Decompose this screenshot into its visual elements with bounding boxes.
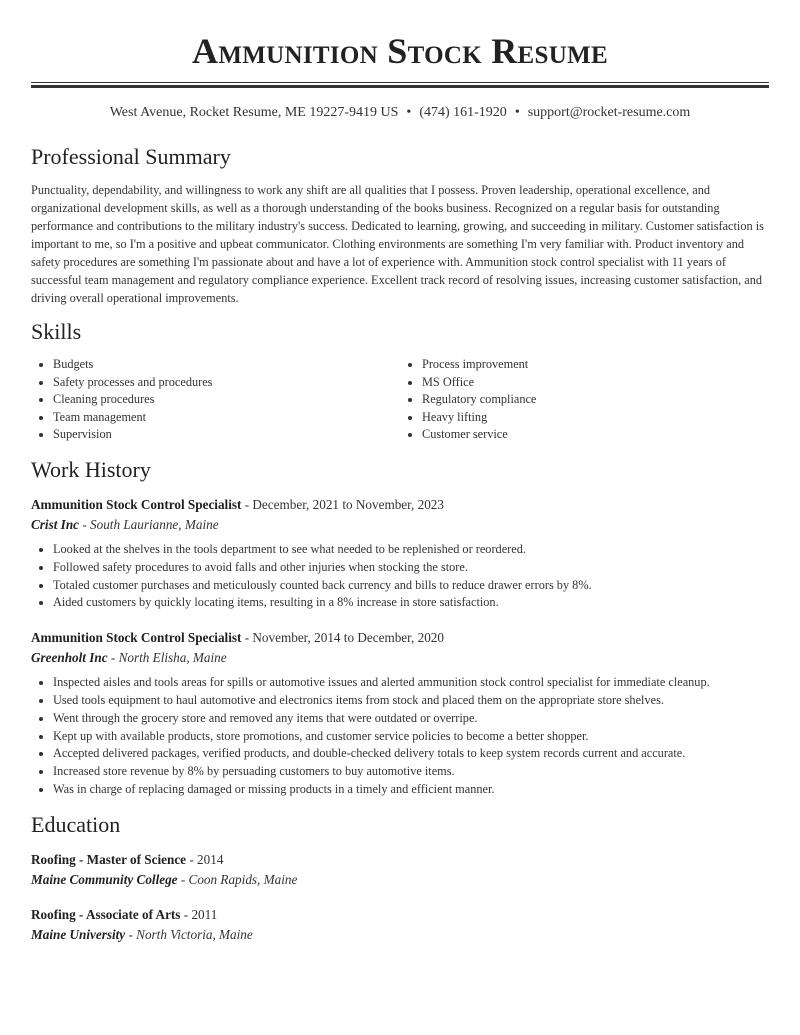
skill-item: • Process improvement	[422, 356, 769, 374]
skill-item: • Team management	[53, 409, 400, 427]
job-heading	[31, 628, 769, 648]
skill-item: • Regulatory compliance	[422, 391, 769, 409]
education-location: - Coon Rapids, Maine	[177, 871, 298, 887]
duty-item: • Totaled customer purchases and meticulously counted back currency and bills to reduce drawer errors by 8%.	[53, 577, 769, 595]
job-dates: - November, 2014 to December, 2020	[241, 630, 444, 646]
duty-item: • Went through the grocery store and removed any items that were outdated or overripe.	[53, 710, 769, 728]
job-company: Crist Inc	[31, 516, 80, 532]
education-heading: Education	[31, 811, 121, 837]
job-location: - North Elisha, Maine	[107, 650, 227, 666]
skill-item: • Supervision	[53, 426, 400, 444]
skill-item: • Cleaning procedures	[53, 391, 400, 409]
contact-line	[31, 104, 769, 122]
education-degree: Roofing - Master of Science	[31, 851, 187, 867]
contact-address: West Avenue, Rocket Resume, ME 19227-9419 US	[109, 105, 399, 120]
duty-item: • Inspected aisles and tools areas for spills or automotive issues and alerted ammunition stock control specialist for immediate cleanup.	[53, 674, 769, 692]
skills-list	[31, 356, 769, 444]
work-history-heading: Work History	[31, 456, 151, 482]
contact-phone: (474) 161-1920	[419, 105, 507, 120]
job-location: - South Laurianne, Maine	[79, 516, 219, 532]
skills-heading: Skills	[31, 319, 82, 344]
contact-separator: •	[514, 105, 520, 120]
education-year: - 2011	[180, 906, 218, 922]
duty-item: • Looked at the shelves in the tools department to see what needed to be replenished or reordered.	[53, 541, 769, 559]
job-entry	[31, 495, 769, 612]
job-employer	[31, 515, 769, 535]
skill-item: • Safety processes and procedures	[53, 374, 400, 392]
job-duties	[31, 541, 769, 612]
education-school: Maine University	[31, 926, 126, 942]
education-school-line	[31, 870, 769, 890]
skill-item: • MS Office	[422, 374, 769, 392]
duty-item: • Was in charge of replacing damaged or missing products in a timely and efficient manner.	[53, 781, 769, 799]
education-school: Maine Community College	[31, 871, 178, 887]
education-location: - North Victoria, Maine	[125, 926, 253, 942]
job-position: Ammunition Stock Control Specialist	[31, 496, 242, 512]
contact-email[interactable]: support@rocket-resume.com	[527, 105, 691, 120]
duty-item: • Used tools equipment to haul automotive and electronics items from stock and placed them on the appropriate store shelves.	[53, 692, 769, 710]
education-degree-line	[31, 850, 769, 870]
job-duties	[31, 674, 769, 799]
skills-column-left	[31, 356, 400, 444]
duty-item: • Increased store revenue by 8% by persuading customers to buy automotive items.	[53, 763, 769, 781]
job-position: Ammunition Stock Control Specialist	[31, 630, 242, 646]
job-company: Greenholt Inc	[31, 650, 108, 666]
job-entry	[31, 628, 769, 799]
education-school-line	[31, 925, 769, 945]
job-heading	[31, 495, 769, 515]
duty-item: • Aided customers by quickly locating items, resulting in a 8% increase in store satisfaction.	[53, 594, 769, 612]
header-divider	[31, 82, 769, 88]
summary-text: Punctuality, dependability, and willingness to work any shift are all qualities that I possess. Proven leadership, operational excellence, and organizational development skills, as well as a thorough understanding of the books business. Recognized on a regular basis for outstanding performance and contributions to the military industry's success. Dedicated to learning, growing, and succeeding in military. Customer satisfaction is important to me, so I'm a positive and upbeat communicator. Clothing environments are something I'm very familiar with. Product inventory and safety procedures are something I'm passionate about and have a lot of experience with. Ammunition stock control specialist with 11 years of successful team management and regulatory compliance experience. Excellent track record of resolving issues, increasing customer satisfaction, and driving overall operational improvements.	[31, 183, 764, 305]
job-dates: - December, 2021 to November, 2023	[241, 496, 444, 512]
duty-item: • Followed safety procedures to avoid falls and other injuries when stocking the store.	[53, 559, 769, 577]
education-degree: Roofing - Associate of Arts	[31, 906, 181, 922]
summary-heading: Professional Summary	[31, 144, 231, 169]
skill-item: • Heavy lifting	[422, 409, 769, 427]
skill-item: • Customer service	[422, 426, 769, 444]
education-entry	[31, 905, 769, 945]
duty-item: • Kept up with available products, store promotions, and customer service policies to become a better shopper.	[53, 728, 769, 746]
education-degree-line	[31, 905, 769, 925]
job-employer	[31, 648, 769, 668]
duty-item: • Accepted delivered packages, verified products, and double-checked delivery totals to keep system records current and accurate.	[53, 745, 769, 763]
education-entry	[31, 850, 769, 890]
contact-separator: •	[406, 105, 412, 120]
skill-item: • Budgets	[53, 356, 400, 374]
resume-title: Ammunition Stock Resume	[192, 31, 608, 71]
skills-column-right	[400, 356, 769, 444]
education-year: - 2014	[186, 851, 224, 867]
